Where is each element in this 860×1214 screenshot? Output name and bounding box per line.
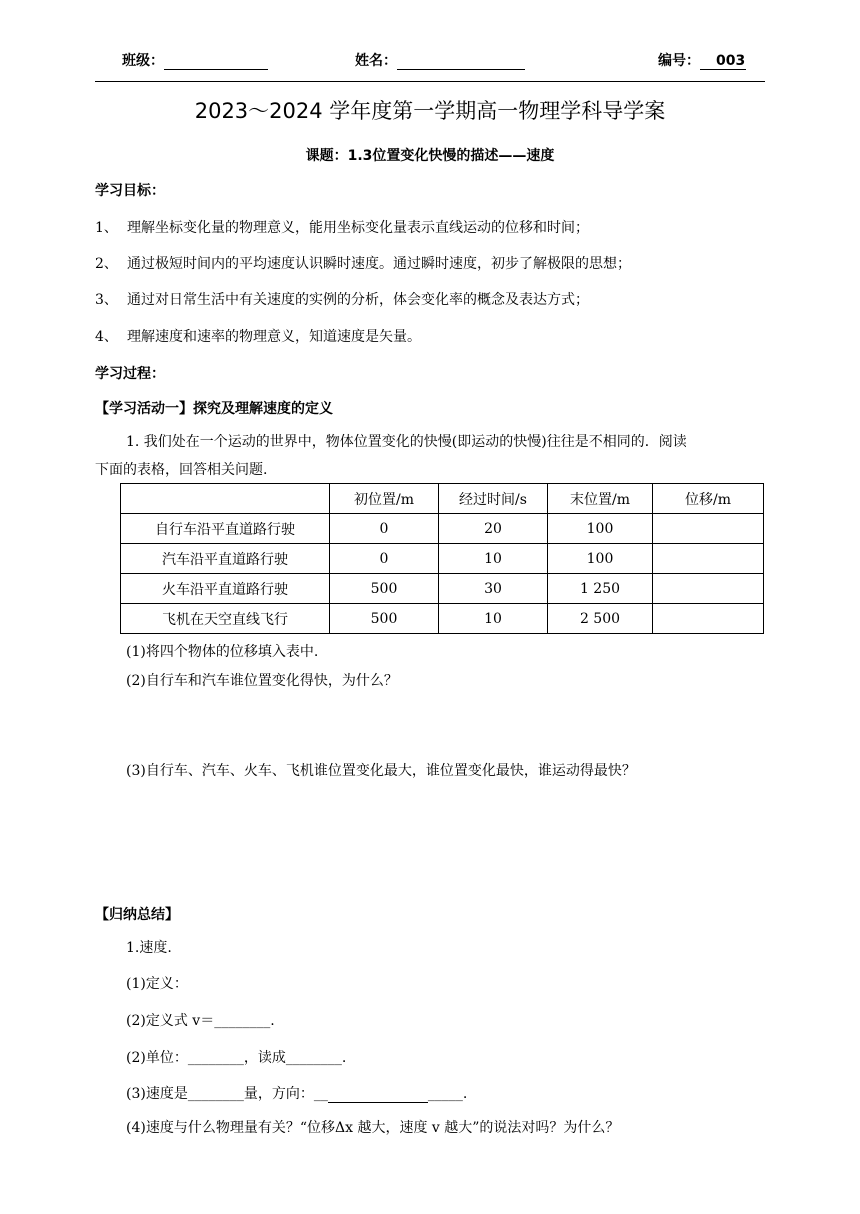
table-header-cell: 初位置/m [330, 484, 439, 514]
goal-num: 2、 [95, 256, 118, 272]
table-answer-cell[interactable] [653, 514, 764, 544]
goal-item [95, 217, 589, 237]
goal-item [95, 253, 631, 273]
goal-num: 4、 [95, 329, 118, 345]
table-cell: 0 [330, 544, 439, 574]
table-answer-cell[interactable] [653, 574, 764, 604]
class-label [122, 50, 268, 70]
table-header-cell [121, 484, 330, 514]
summary-line-3: (2)定义式 v＝________. [126, 1013, 275, 1029]
lesson-subtitle: 课题：1.3位置变化快慢的描述——速度 [305, 148, 555, 164]
table-cell: 0 [330, 514, 439, 544]
table-row [121, 574, 764, 604]
table-header-row [121, 484, 764, 514]
table-cell: 汽车沿平直道路行驶 [121, 544, 330, 574]
number-label [658, 50, 746, 70]
page-title: 2023～2024 学年度第一学期高一物理学科导学案 [194, 99, 666, 123]
intro-line-2: 下面的表格，回答相关问题. [95, 462, 268, 478]
summary-line-5-end: _____. [427, 1086, 468, 1102]
summary-line-5-text: (3)速度是________量，方向：__ [126, 1086, 328, 1102]
table-cell: 飞机在天空直线飞行 [121, 604, 330, 634]
table-answer-cell[interactable] [653, 604, 764, 634]
summary-line-6: (4)速度与什么物理量有关？“位移Δx 越大，速度 v 越大”的说法对吗？为什么？ [126, 1120, 620, 1136]
table-cell: 火车沿平直道路行驶 [121, 574, 330, 604]
summary-heading: 【归纳总结】 [95, 907, 179, 923]
goals-heading: 学习目标： [95, 183, 165, 199]
goal-item [95, 289, 589, 309]
question-2: (2)自行车和汽车谁位置变化得快，为什么？ [126, 673, 398, 689]
intro-line-1: 1. 我们处在一个运动的世界中，物体位置变化的快慢(即运动的快慢)往往是不相同的．阅读 [126, 434, 687, 450]
summary-line-4: (2)单位：________，读成________. [126, 1050, 347, 1066]
goal-text: 通过对日常生活中有关速度的实例的分析，体会变化率的概念及表达方式； [127, 292, 589, 308]
table-cell: 1 250 [548, 574, 653, 604]
direction-blank[interactable] [328, 1090, 428, 1103]
name-label-text: 姓名： [355, 53, 397, 69]
table-header-cell: 末位置/m [548, 484, 653, 514]
table-cell: 100 [548, 514, 653, 544]
goal-text: 理解速度和速率的物理意义，知道速度是矢量。 [127, 329, 421, 345]
goal-item [95, 326, 421, 346]
table-answer-cell[interactable] [653, 544, 764, 574]
table-header-cell: 经过时间/s [439, 484, 548, 514]
summary-line-1: 1.速度. [126, 940, 172, 956]
number-label-text: 编号： [658, 53, 700, 69]
table-cell: 自行车沿平直道路行驶 [121, 514, 330, 544]
activity-heading: 【学习活动一】探究及理解速度的定义 [95, 401, 333, 417]
table-cell: 100 [548, 544, 653, 574]
header-divider [95, 81, 765, 82]
name-blank[interactable] [397, 55, 525, 70]
table-cell: 10 [439, 604, 548, 634]
table-row [121, 544, 764, 574]
table-row [121, 514, 764, 544]
summary-line-2: (1)定义： [126, 976, 188, 992]
table-cell: 30 [439, 574, 548, 604]
question-1: (1)将四个物体的位移填入表中. [126, 644, 319, 660]
question-3: (3)自行车、汽车、火车、飞机谁位置变化最大，谁位置变化最快，谁运动得最快？ [126, 763, 636, 779]
table-header-cell: 位移/m [653, 484, 764, 514]
table-cell: 10 [439, 544, 548, 574]
summary-line-5 [126, 1083, 467, 1103]
goal-num: 1、 [95, 220, 118, 236]
process-heading: 学习过程： [95, 366, 165, 382]
table-cell: 2 500 [548, 604, 653, 634]
goal-text: 通过极短时间内的平均速度认识瞬时速度。通过瞬时速度，初步了解极限的思想； [127, 256, 631, 272]
table-cell: 500 [330, 604, 439, 634]
table-cell: 500 [330, 574, 439, 604]
name-label [355, 50, 525, 70]
displacement-table [120, 483, 764, 634]
class-blank[interactable] [164, 55, 268, 70]
table-cell: 20 [439, 514, 548, 544]
goal-num: 3、 [95, 292, 118, 308]
table-row [121, 604, 764, 634]
class-label-text: 班级： [122, 53, 164, 69]
goal-text: 理解坐标变化量的物理意义，能用坐标变化量表示直线运动的位移和时间； [127, 220, 589, 236]
number-value: 003 [700, 53, 746, 70]
